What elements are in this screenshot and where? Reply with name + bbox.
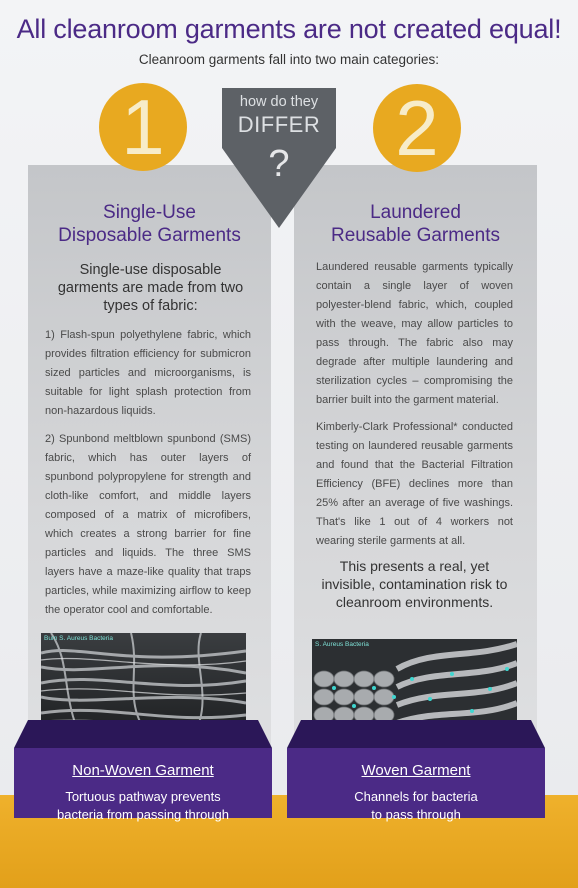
differ-line2: DIFFER <box>237 112 321 137</box>
woven-card-text-line2: to pass through <box>371 807 461 822</box>
laundered-paragraph: Laundered reusable garments typically contain a single layer of woven polyester-blend fabric, which, coupled with the weave, may allow particles to pass through. The fabric also may degrade after multiple laundering and sterilization cycles – compromising the barrier built into the garment material. <box>316 261 513 406</box>
page-subtitle: Cleanroom garments fall into two main categories: <box>138 52 440 67</box>
page-title: All cleanroom garments are not created equal! <box>16 14 562 44</box>
disposable-heading-line2: Disposable Garments <box>58 225 241 246</box>
number-two-badge: 2 <box>373 84 461 172</box>
reusable-heading-line1: Laundered <box>370 202 461 223</box>
disposable-heading-line1: Single-Use <box>103 202 196 223</box>
woven-card-text-line1: Channels for bacteria <box>354 789 478 804</box>
sms-paragraph: 2) Spunbond meltblown spunbond (SMS) fabric, which has outer layers of spunbond polypropylene for strength and cloth-like comfort, and middle layers composed of a matrix of microfibers, which creates a strong barrier for fine particles and liquids. The three SMS layers have a maze-like quality that traps particles, while maximizing airflow to keep the operator cool and comfortable. <box>45 433 251 616</box>
bfe-testing-paragraph: Kimberly-Clark Professional* conducted testing on laundered reusable garments and found that the Bacterial Filtration Efficiency (BFE) declines more than 25% after an average of five washings. That's like 1 out of 4 workers not wearing sterile garments at all. <box>316 421 513 547</box>
nonwoven-card <box>14 720 272 822</box>
woven-card <box>287 720 545 822</box>
woven-card-title: Woven Garment <box>361 762 471 779</box>
woven-card-text <box>287 788 545 824</box>
nonwoven-card-text-line2: bacteria from passing through <box>57 807 229 822</box>
nonwoven-photo-label: Bum S. Aureus Bacteria <box>44 635 114 642</box>
reusable-heading <box>294 201 537 247</box>
question-mark: ? <box>268 143 290 185</box>
disposable-lead: Single-use disposable garments are made from two types of fabric: <box>57 262 244 314</box>
number-one-badge: 1 <box>99 83 187 171</box>
woven-photo-label: S. Aureus Bacteria <box>315 641 369 648</box>
nonwoven-card-title: Non-Woven Garment <box>72 762 214 779</box>
nonwoven-card-text <box>14 788 272 824</box>
flash-spun-paragraph: 1) Flash-spun polyethylene fabric, which provides filtration efficiency for submicron sized particles and microorganisms, is suitable for light splash protection from non-hazardous liquids. <box>45 329 251 417</box>
reusable-heading-line2: Reusable Garments <box>331 225 500 246</box>
contamination-risk-statement: This presents a real, yet invisible, contamination risk to cleanroom environments. <box>321 558 508 610</box>
nonwoven-card-text-line1: Tortuous pathway prevents <box>65 789 221 804</box>
differ-line1: how do they <box>239 94 319 110</box>
disposable-heading <box>28 201 271 247</box>
